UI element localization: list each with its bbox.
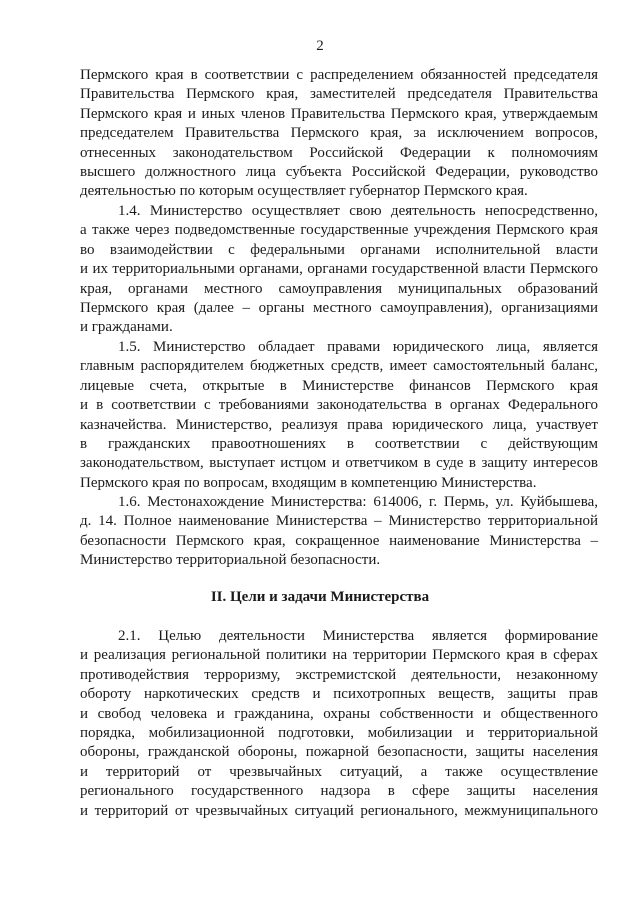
text-line: Правительства Пермского края, заместителей председателя Правительства <box>80 86 598 103</box>
text-line: Пермского края и иных членов Правительства Пермского края, утверждаемым <box>80 105 598 122</box>
text-line: Пермского края в соответствии с распределением обязанностей председателя <box>80 67 598 83</box>
text-line: противодействия терроризму, экстремистской деятельности, незаконному <box>80 666 598 683</box>
text-line: Пермского края по вопросам, входящим в компетенцию Министерства. <box>80 474 537 491</box>
text-line: 1.4. Министерство осуществляет свою деятельность непосредственно, <box>118 203 598 219</box>
text-line: 2.1. Целью деятельности Министерства является формирование <box>118 628 598 644</box>
text-line: регионального государственного надзора в сфере защиты населения <box>80 783 598 800</box>
text-line: в гражданских правоотношениях в соответствии с действующим <box>80 435 598 452</box>
text-line: Министерство территориальной безопасности. <box>80 552 381 569</box>
page-number: 2 <box>316 38 324 54</box>
text-line: законодательством, выступает истцом и ответчиком в суде в защиту интересов <box>80 455 598 472</box>
text-line: обороны, гражданской обороны, пожарной безопасности, защиты населения <box>80 744 598 761</box>
text-line: и территорий от чрезвычайных ситуаций, а также осуществление <box>80 763 598 780</box>
text-line: 1.5. Министерство обладает правами юридического лица, является <box>118 339 598 355</box>
paragraph-1-5 <box>80 338 598 493</box>
text-line: обороту наркотических средств и психотропных веществ, защиты прав <box>80 686 598 703</box>
text-line: и в соответствии с требованиями законодательства в органах Федерального <box>80 397 598 414</box>
text-line: а также через подведомственные государственные учреждения Пермского края <box>80 222 598 239</box>
text-line: порядка, мобилизационной подготовки, мобилизации и территориальной <box>80 724 598 741</box>
text-line: лицевые счета, открытые в Министерстве финансов Пермского края <box>80 377 598 394</box>
paragraph-1-4 <box>80 202 598 338</box>
text-line: и свобод человека и гражданина, охраны собственности и общественного <box>80 705 598 722</box>
text-line: д. 14. Полное наименование Министерства – Министерство территориальной <box>80 513 598 530</box>
text-line: главным распорядителем бюджетных средств, имеет самостоятельный баланс, <box>80 358 598 375</box>
text-line: и реализация региональной политики на территории Пермского края в сферах <box>80 647 598 664</box>
text-line: казначейства. Министерство, реализуя права юридического лица, участвует <box>80 416 598 433</box>
text-line: деятельностью по которым осуществляет губернатор Пермского края. <box>80 183 528 200</box>
paragraph-2-1 <box>80 627 598 821</box>
text-line: во взаимодействии с федеральными органами исполнительной власти <box>80 241 598 258</box>
paragraph-intro <box>80 66 598 202</box>
section-heading: II. Цели и задачи Министерства <box>210 589 430 605</box>
paragraph-1-6 <box>80 493 598 571</box>
text-line: и их территориальными органами, органами государственной власти Пермского <box>80 261 598 278</box>
text-line: высшего должностного лица субъекта Российской Федерации, руководство <box>80 163 598 180</box>
text-line: и гражданами. <box>80 319 173 336</box>
text-line: края, органами местного самоуправления муниципальных образований <box>80 280 598 297</box>
text-line: и территорий от чрезвычайных ситуаций регионального, межмуниципального <box>80 802 598 819</box>
text-line: 1.6. Местонахождение Министерства: 614006, г. Пермь, ул. Куйбышева, <box>118 494 598 510</box>
text-line: отнесенных законодательством Российской Федерации к полномочиям <box>80 144 598 161</box>
text-line: безопасности Пермского края, сокращенное наименование Министерства – <box>80 532 598 549</box>
text-line: Пермского края (далее – органы местного самоуправления), организациями <box>80 299 598 316</box>
text-line: председателем Правительства Пермского края, за исключением вопросов, <box>80 125 598 142</box>
